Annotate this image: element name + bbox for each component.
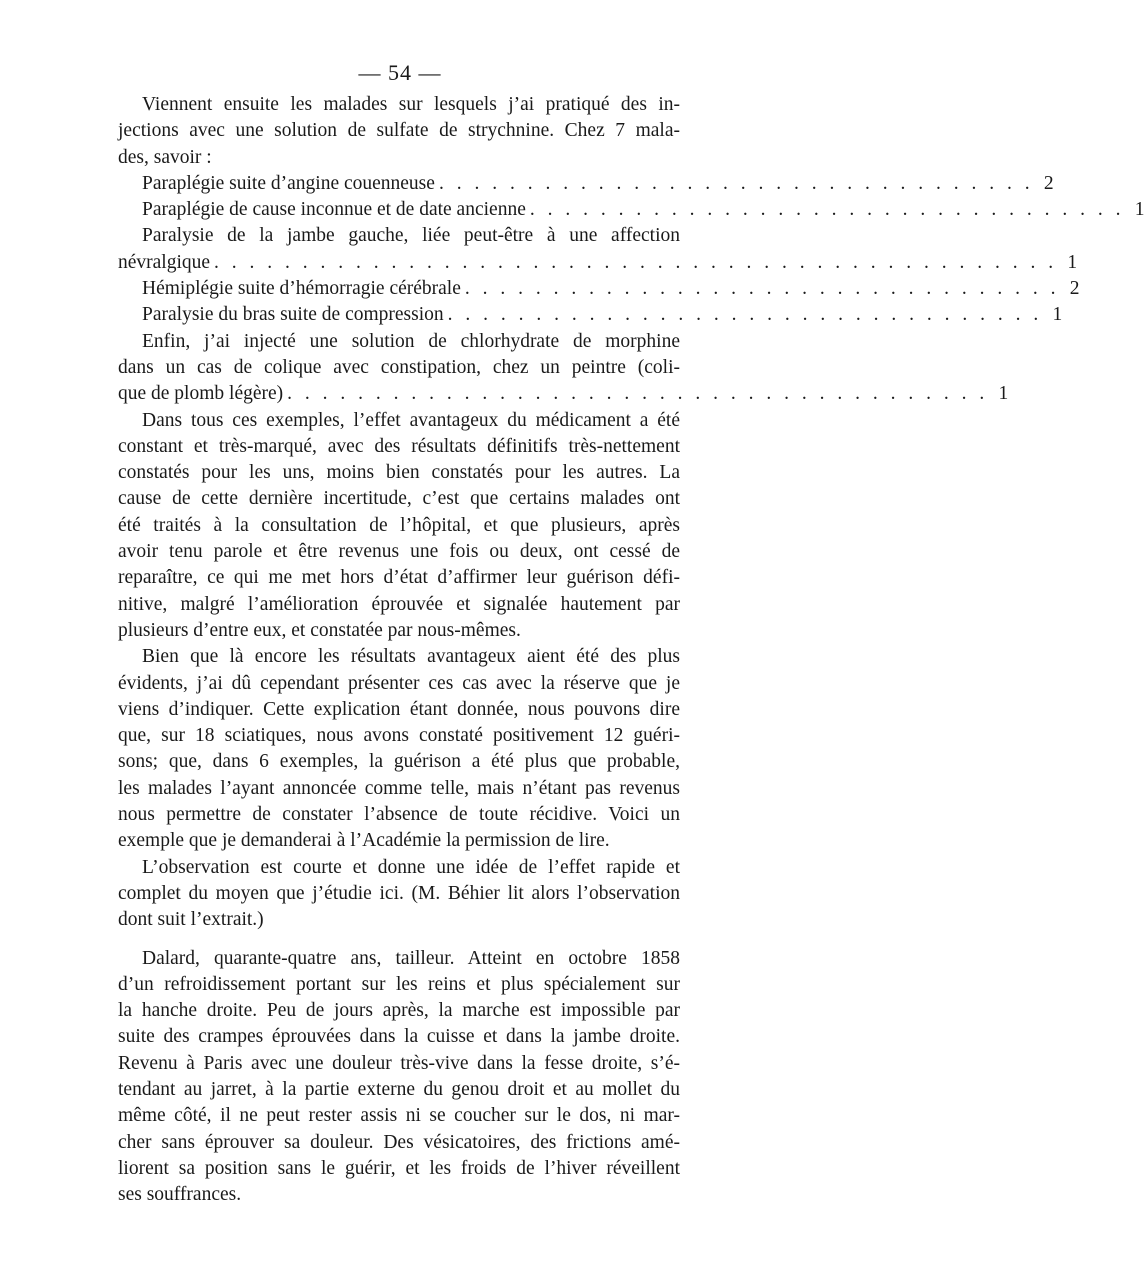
enfin-paragraph bbox=[118, 329, 1009, 408]
leader-dots: . . . . . . . . . . . . . . . . . . . . . . . . . . . . . . . . . . bbox=[529, 199, 1125, 221]
case-label: Paraplégie de cause inconnue et de date ancienne bbox=[142, 199, 526, 221]
text-line: même côté, il ne peut rester assis ni se coucher sur le dos, ni mar- bbox=[118, 1105, 680, 1127]
case-entry bbox=[118, 381, 1009, 407]
text-line: nous permettre de constater l’absence de toute récidive. Voici un bbox=[118, 804, 680, 826]
text-line: suite des crampes éprouvées dans la cuisse et dans la jambe droite. bbox=[118, 1026, 680, 1048]
text-line: ses souffrances. bbox=[118, 1184, 242, 1206]
case-count: 2 bbox=[1043, 172, 1054, 194]
leader-dots: . . . . . . . . . . . . . . . . . . . . . . . . . . . . . . . . . . bbox=[438, 172, 1034, 194]
text-line: L’observation est courte et donne une idée de l’effet rapide et bbox=[142, 856, 680, 878]
text-line: été traités à la consultation de l’hôpital, et que plusieurs, après bbox=[118, 514, 680, 536]
text-line: dont suit l’extrait.) bbox=[118, 909, 264, 931]
page-number: — 54 — bbox=[358, 60, 442, 85]
case-list bbox=[118, 171, 1144, 329]
leader-dots: . . . . . . . . . . . . . . . . . . . . . . . . . . . . . . . . . . . . . . . . bbox=[287, 383, 989, 405]
text-line: Enfin, j’ai injecté une solution de chlorhydrate de morphine bbox=[142, 330, 680, 352]
text-line: sons; que, dans 6 exemples, la guérison a été plus que probable, bbox=[118, 751, 680, 773]
text-line: plusieurs d’entre eux, et constatée par nous-mêmes. bbox=[118, 619, 521, 641]
text-line: reparaître, ce qui me met hors d’état d’affirmer leur guérison défi- bbox=[118, 567, 680, 589]
text-line: Bien que là encore les résultats avantageux aient été des plus bbox=[142, 646, 680, 668]
paragraph-gap bbox=[118, 934, 680, 946]
case-label: Paraplégie suite d’angine couenneuse bbox=[142, 172, 435, 194]
case-entry bbox=[118, 276, 1080, 302]
case-entry bbox=[118, 250, 1078, 276]
text-line: Revenu à Paris avec une douleur très-vive dans la fesse droite, s’é- bbox=[118, 1052, 680, 1074]
text-line: tendant au jarret, à la partie externe du genou droit et au mollet du bbox=[118, 1078, 680, 1100]
text-line: constatés pour les uns, moins bien constatés pour les autres. La bbox=[118, 462, 680, 484]
paragraph-sciatiques bbox=[118, 644, 680, 854]
paragraph-observation bbox=[118, 855, 680, 934]
case-entry bbox=[118, 197, 1144, 223]
text-line: jections avec une solution de sulfate de strychnine. Chez 7 mala- bbox=[118, 120, 680, 142]
text-line: exemple que je demanderai à l’Académie la permission de lire. bbox=[118, 830, 610, 852]
case-count: 1 bbox=[1052, 304, 1063, 326]
text-line: Paralysie de la jambe gauche, liée peut-être à une affection bbox=[142, 225, 680, 247]
paragraph-results bbox=[118, 408, 680, 645]
text-line: liorent sa position sans le guérir, et les froids de l’hiver réveillent bbox=[118, 1157, 680, 1179]
intro-paragraph bbox=[118, 92, 680, 171]
leader-dots: . . . . . . . . . . . . . . . . . . . . . . . . . . . . . . . . . . bbox=[464, 278, 1060, 300]
text-line: Dalard, quarante-quatre ans, tailleur. Atteint en octobre 1858 bbox=[142, 947, 680, 969]
text-line: viens d’indiquer. Cette explication étant donnée, nous pouvons dire bbox=[118, 698, 680, 720]
case-label: Hémiplégie suite d’hémorragie cérébrale bbox=[142, 278, 461, 300]
text-line: avoir tenu parole et être revenus une fois ou deux, ont cessé de bbox=[118, 541, 680, 563]
leader-dots: . . . . . . . . . . . . . . . . . . . . . . . . . . . . . . . . . . bbox=[447, 304, 1043, 326]
page-text bbox=[118, 92, 1144, 1208]
text-line: les malades l’ayant annoncée comme telle, mais n’étant pas revenus bbox=[118, 777, 680, 799]
text-line: complet du moyen que j’étudie ici. (M. Béhier lit alors l’observation bbox=[118, 882, 680, 904]
case-count: 1 bbox=[1134, 199, 1144, 221]
text-line: cause de cette dernière incertitude, c’est que certains malades ont bbox=[118, 488, 680, 510]
text-line: constant et très-marqué, avec des résultats définitifs très-nettement bbox=[118, 435, 680, 457]
text-line: cher sans éprouver sa douleur. Des vésicatoires, des frictions amé- bbox=[118, 1131, 680, 1153]
text-line: dans un cas de colique avec constipation, chez un peintre (coli- bbox=[118, 356, 680, 378]
case-entry bbox=[118, 302, 1063, 328]
case-count: 1 bbox=[1067, 251, 1078, 273]
case-entry bbox=[118, 171, 1054, 197]
case-label: Paralysie du bras suite de compression bbox=[142, 304, 444, 326]
text-line: des, savoir : bbox=[118, 146, 212, 168]
case-label: que de plomb légère) bbox=[118, 383, 284, 405]
case-label: névralgique bbox=[118, 251, 211, 273]
text-line: d’un refroidissement portant sur les reins et plus spécialement sur bbox=[118, 973, 680, 995]
text-line: Dans tous ces exemples, l’effet avantageux du médicament a été bbox=[142, 409, 680, 431]
leader-dots: . . . . . . . . . . . . . . . . . . . . . . . . . . . . . . . . . . . . . . . . . . . . . . . . bbox=[214, 251, 1058, 273]
text-line: que, sur 18 sciatiques, nous avons constaté positivement 12 guéri- bbox=[118, 725, 680, 747]
case-count: 1 bbox=[998, 383, 1009, 405]
text-line: nitive, malgré l’amélioration éprouvée et signalée hautement par bbox=[118, 593, 680, 615]
case-count: 2 bbox=[1069, 278, 1080, 300]
text-line: Viennent ensuite les malades sur lesquels j’ai pratiqué des in- bbox=[142, 94, 680, 115]
text-line: évidents, j’ai dû cependant présenter ces cas avec la réserve que je bbox=[118, 672, 680, 694]
text-line: la hanche droite. Peu de jours après, la marche est impossible par bbox=[118, 1000, 680, 1022]
paragraph-dalard bbox=[118, 946, 680, 1209]
